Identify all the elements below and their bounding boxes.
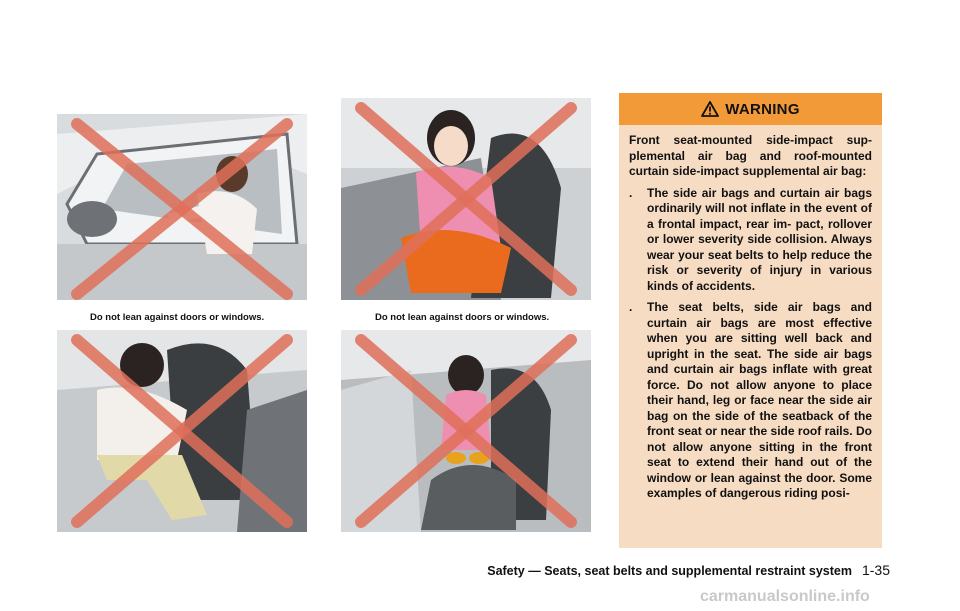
warning-box [619, 93, 882, 548]
warning-bullet: . [629, 185, 633, 200]
warning-intro: Front seat-mounted side-impact sup- plemental air bag and roof-mounted curtain side-impact supplemental air bag: [629, 133, 872, 178]
warning-header [619, 93, 882, 125]
illustration-hug-seatback [57, 330, 307, 532]
illustration-child-seated-art [341, 98, 591, 300]
warning-triangle-icon [701, 101, 719, 117]
illustration-lean-door-window [57, 114, 307, 300]
page-footer [470, 562, 890, 578]
warning-item [629, 186, 872, 295]
illustration-child-seated [341, 98, 591, 300]
watermark: carmanualsonline.info [700, 588, 870, 605]
illustration-caption: Do not lean against doors or windows. [375, 312, 550, 323]
illustration-lean-door-window-art [57, 114, 307, 300]
warning-item-text: The seat belts, side air bags and curtain air bags are most effective when you are sitting well back and upright in the seat. The side air bags and curtain air bags inflate with great force. Do not allow anyone to place their hand, leg or face near the side air bag on the side of the seatback of the front seat or near the side roof rails. Do not allow anyone sitting in the front seat to extend their hand out of the window or lean against the door. Some examples of dangerous riding posi- [647, 300, 872, 500]
warning-body [619, 125, 882, 502]
illustration-child-kneeling [341, 330, 591, 532]
illustration-child-kneeling-art [341, 330, 591, 532]
warning-title: WARNING [725, 100, 800, 118]
illustration-hug-seatback-art [57, 330, 307, 532]
warning-item-text: The side air bags and curtain air bags ordinarily will not inflate in the event of a frontal impact, rear im- pact, rollover or lower severity side collision. Always wear your seat belts to help reduce the risk or severity of injury in various kinds of accidents. [647, 185, 872, 293]
warning-item [629, 300, 872, 502]
page-number: 1-35 [861, 562, 890, 578]
footer-section-title: Safety — Seats, seat belts and supplemental restraint system [487, 564, 852, 578]
illustration-caption: Do not lean against doors or windows. [90, 312, 265, 323]
warning-bullet: . [629, 300, 633, 314]
